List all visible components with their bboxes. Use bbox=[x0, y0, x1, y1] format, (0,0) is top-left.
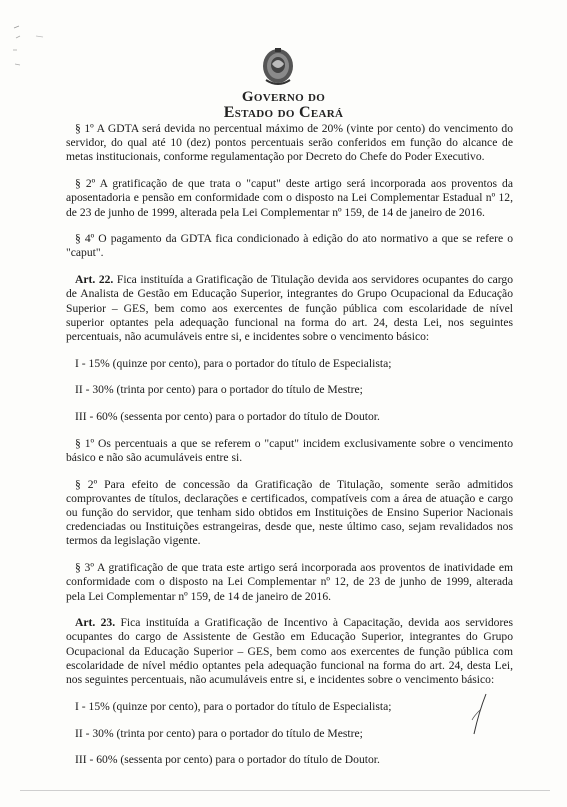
paragraph-text: III - 60% (sessenta por cento) para o portador do título de Doutor. bbox=[75, 410, 380, 424]
article-label: Art. 23. bbox=[75, 616, 116, 630]
paragraph-p9 bbox=[66, 478, 513, 549]
paragraph-p1 bbox=[66, 122, 513, 165]
paragraph-p12 bbox=[66, 700, 513, 714]
paragraph-text: § 2º Para efeito de concessão da Gratificação de Titulação, somente serão admitidos comprovantes de títulos, declarações e certificados, compatíveis com a área de atuação e cargo ou função do servidor, que tenham sido obtidos em Instituições de Ensino Superior Nacionais credenciadas ou Instituições estrangeiras, desde que, neste último caso, sejam revalidados nos termos da legislação vigente. bbox=[66, 477, 513, 548]
page-bottom-rule bbox=[20, 790, 550, 791]
paragraph-text: Fica instituída a Gratificação de Incentivo à Capacitação, devida aos servidores ocupantes do cargo de Assistente de Gestão em Educação Superior, integrantes do Grupo Ocupacional da Educação Superior – GES, bem como aos exercentes de função pública com escolaridade de nível médio optantes pela adequação funcional na forma do art. 24, desta Lei, nos seguintes percentuais, não acumuláveis entre si, e incidentes sobre o vencimento básico: bbox=[66, 616, 513, 687]
paragraph-p8 bbox=[66, 437, 513, 465]
paragraph-text: § 1º A GDTA será devida no percentual máximo de 20% (vinte por cento) do vencimento do servidor, do qual até 10 (dez) pontos percentuais serão conferidos em função do alcance de metas institucionais, conforme regulamentação por Decreto do Chefe do Poder Executivo. bbox=[66, 122, 513, 164]
paragraph-p7 bbox=[66, 410, 513, 424]
paragraph-text: I - 15% (quinze por cento), para o portador do título de Especialista; bbox=[75, 356, 392, 370]
paragraph-text: Fica instituída a Gratificação de Titulação devida aos servidores ocupantes do cargo de Analista de Gestão em Educação Superior, integrantes do Grupo Ocupacional da Educação Superior – GES, bem como aos exercentes de função pública com escolaridade de nível superior optantes pela adequação funcional na forma do art. 24, desta Lei, nos seguintes percentuais, não acumuláveis entre si, e incidentes sobre o vencimento básico: bbox=[66, 273, 513, 343]
paragraph-text: III - 60% (sessenta por cento) para o portador do título de Doutor. bbox=[75, 753, 380, 767]
article-label: Art. 22. bbox=[75, 273, 114, 287]
coat-of-arms-icon bbox=[258, 44, 298, 88]
document-body bbox=[66, 122, 513, 780]
paragraph-p14 bbox=[66, 753, 513, 767]
paragraph-text: II - 30% (trinta por cento) para o portador do título de Mestre; bbox=[75, 383, 363, 397]
paragraph-p13 bbox=[66, 727, 513, 741]
paragraph-p11 bbox=[66, 616, 513, 687]
paragraph-p10 bbox=[66, 561, 513, 604]
handwritten-initial bbox=[452, 690, 502, 740]
paragraph-p4 bbox=[66, 273, 513, 344]
scan-marks bbox=[10, 20, 50, 80]
paragraph-text: § 1º Os percentuais a que se referem o "caput" incidem exclusivamente sobre o vencimento básico e não são acumuláveis entre si. bbox=[66, 436, 513, 464]
paragraph-p3 bbox=[66, 232, 513, 260]
paragraph-text: II - 30% (trinta por cento) para o portador do título de Mestre; bbox=[75, 726, 363, 740]
paragraph-text: § 2º A gratificação de que trata o "caput" deste artigo será incorporada aos proventos da aposentadoria e pensão em conformidade com o disposto na Lei Complementar Estadual nº 12, de 23 de junho de 1999, alterada pela Lei Complementar nº 159, de 14 de janeiro de 2016. bbox=[66, 177, 513, 219]
paragraph-text: § 4º O pagamento da GDTA fica condicionado à edição do ato normativo a que se refere o "caput". bbox=[66, 232, 513, 260]
paragraph-p2 bbox=[66, 177, 513, 220]
header-governo: Governo do bbox=[241, 89, 326, 105]
paragraph-text: I - 15% (quinze por cento), para o portador do título de Especialista; bbox=[75, 699, 392, 713]
paragraph-text: § 3º A gratificação de que trata este artigo será incorporada aos proventos de inatividade em conformidade com o disposto na Lei Complementar nº 12, de 23 de junho de 1999, alterada pela Lei Complementar nº 159, de 14 de janeiro de 2016. bbox=[66, 561, 513, 603]
paragraph-p5 bbox=[66, 357, 513, 371]
header-estado: Estado do Ceará bbox=[223, 104, 344, 121]
paragraph-p6 bbox=[66, 383, 513, 397]
